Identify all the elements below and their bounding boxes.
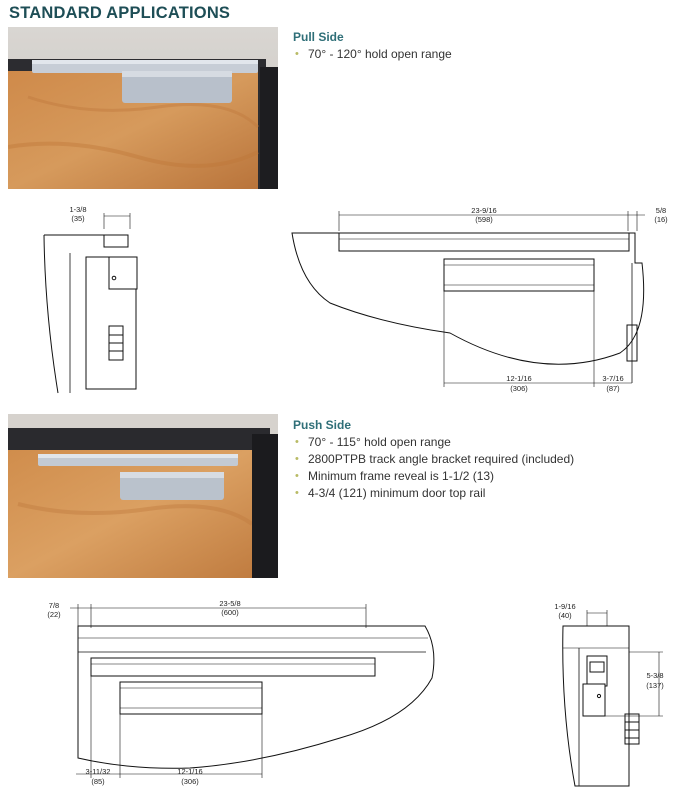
svg-text:(16): (16): [654, 215, 668, 224]
overall-length-label: 23-9/16: [471, 206, 497, 215]
body-length-label: 12-1/16: [506, 374, 532, 383]
svg-text:(306): (306): [510, 384, 528, 393]
svg-text:(598): (598): [475, 215, 493, 224]
list-item: • 4-3/4 (121) minimum door top rail: [295, 486, 486, 500]
svg-text:(22): (22): [47, 610, 61, 619]
push-end-offset-label: 7/8: [48, 601, 60, 610]
push-side-elevation-drawing: [40, 598, 440, 793]
push-side-heading: Push Side: [293, 418, 352, 432]
pull-side-heading: Pull Side: [293, 30, 344, 44]
pull-side-elevation-drawing: [290, 203, 685, 398]
list-item: • 70° - 120° hold open range: [295, 47, 452, 61]
svg-text:(137): (137): [646, 681, 664, 690]
push-overall-length-label: 23-5/8: [219, 599, 241, 608]
hinge-offset-label: 3-7/16: [602, 374, 624, 383]
push-side-section-drawing: [545, 600, 690, 790]
list-item: • 70° - 115° hold open range: [295, 435, 451, 449]
push-body-length-label: 12-1/16: [177, 767, 203, 776]
svg-text:(35): (35): [71, 214, 85, 223]
svg-text:(600): (600): [221, 608, 239, 617]
push-side-bullets: [293, 434, 574, 502]
pull-side-bullets: [293, 46, 452, 63]
svg-text:(40): (40): [558, 611, 572, 620]
svg-text:(87): (87): [606, 384, 620, 393]
push-side-reveal-label: 1-9/16: [554, 602, 576, 611]
side-reveal-label: 1-3/8: [69, 205, 87, 214]
pull-side-section-drawing: [40, 203, 150, 398]
push-left-offset-label: 3-11/32: [85, 767, 111, 776]
pull-side-photo: [8, 27, 278, 189]
push-side-photo: [8, 414, 278, 578]
end-offset-label: 5/8: [655, 206, 667, 215]
push-side-height-label: 5-3/8: [646, 671, 664, 680]
svg-text:(85): (85): [91, 777, 105, 786]
svg-text:(306): (306): [181, 777, 199, 786]
page-title: STANDARD APPLICATIONS: [9, 4, 231, 22]
list-item: • 2800PTPB track angle bracket required (included): [295, 452, 575, 466]
list-item: • Minimum frame reveal is 1-1/2 (13): [295, 469, 495, 483]
